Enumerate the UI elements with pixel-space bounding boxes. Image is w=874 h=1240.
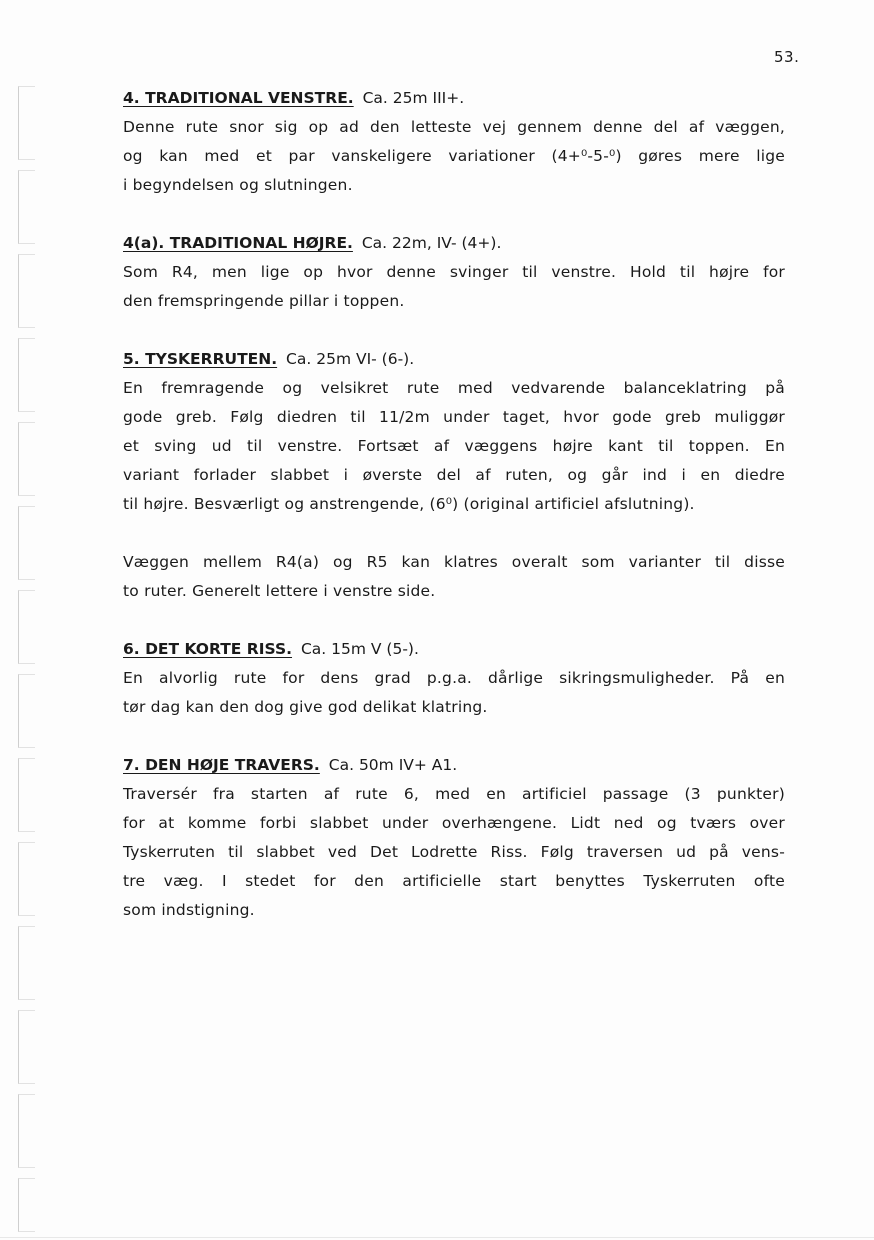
binder-mark bbox=[18, 842, 35, 916]
note-paragraph bbox=[123, 548, 785, 606]
binder-mark bbox=[18, 1178, 35, 1232]
route-title: 7. DEN HØJE TRAVERS. bbox=[123, 756, 320, 774]
route-grade: Ca. 25m III+. bbox=[362, 89, 465, 107]
page-edge bbox=[0, 1237, 874, 1238]
route-title: 6. DET KORTE RISS. bbox=[123, 640, 293, 658]
text-line: En fremragende og velsikret rute med vedvarende balanceklatring på bbox=[123, 379, 785, 397]
route-heading bbox=[123, 345, 785, 374]
binder-mark bbox=[18, 86, 35, 160]
route-title: 5. TYSKERRUTEN. bbox=[123, 350, 278, 368]
document-body bbox=[123, 84, 785, 954]
route-section bbox=[123, 229, 785, 316]
text-line: til højre. Besværligt og anstrengende, (6⁰) (original artificiel afslutning). bbox=[123, 495, 695, 513]
binder-mark bbox=[18, 758, 35, 832]
route-grade: Ca. 50m IV+ A1. bbox=[328, 756, 458, 774]
route-heading bbox=[123, 751, 785, 780]
text-line: tre væg. I stedet for den artificielle start benyttes Tyskerruten ofte bbox=[123, 872, 785, 890]
route-section bbox=[123, 635, 785, 722]
text-line: En alvorlig rute for dens grad p.g.a. dårlige sikringsmuligheder. På en bbox=[123, 669, 785, 687]
text-line: to ruter. Generelt lettere i venstre side. bbox=[123, 582, 436, 600]
text-line: Som R4, men lige op hvor denne svinger til venstre. Hold til højre for bbox=[123, 263, 785, 281]
text-line: i begyndelsen og slutningen. bbox=[123, 176, 353, 194]
binder-mark bbox=[18, 674, 35, 748]
binder-mark bbox=[18, 926, 35, 1000]
binder-mark bbox=[18, 170, 35, 244]
text-line: et sving ud til venstre. Fortsæt af væggens højre kant til toppen. En bbox=[123, 437, 785, 455]
route-grade: Ca. 15m V (5-). bbox=[300, 640, 419, 658]
route-grade: Ca. 22m, IV- (4+). bbox=[361, 234, 502, 252]
text-line: Væggen mellem R4(a) og R5 kan klatres overalt som varianter til disse bbox=[123, 553, 785, 571]
text-line: som indstigning. bbox=[123, 901, 255, 919]
route-section bbox=[123, 345, 785, 519]
route-heading bbox=[123, 229, 785, 258]
route-title: 4. TRADITIONAL VENSTRE. bbox=[123, 89, 354, 107]
page-number: 53. bbox=[774, 48, 800, 66]
binder-mark bbox=[18, 422, 35, 496]
route-section bbox=[123, 751, 785, 925]
route-heading bbox=[123, 84, 785, 113]
text-line: gode greb. Følg diedren til 11/2m under taget, hvor gode greb muliggør bbox=[123, 408, 785, 426]
binder-mark bbox=[18, 1094, 35, 1168]
text-line: Tyskerruten til slabbet ved Det Lodrette Riss. Følg traversen ud på vens- bbox=[123, 843, 785, 861]
binder-mark bbox=[18, 506, 35, 580]
binder-mark bbox=[18, 338, 35, 412]
binder-mark bbox=[18, 254, 35, 328]
binder-mark bbox=[18, 590, 35, 664]
route-grade: Ca. 25m VI- (6-). bbox=[286, 350, 415, 368]
route-heading bbox=[123, 635, 785, 664]
text-line: og kan med et par vanskeligere variationer (4+⁰-5-⁰) gøres mere lige bbox=[123, 147, 785, 165]
binder-mark bbox=[18, 1010, 35, 1084]
text-line: den fremspringende pillar i toppen. bbox=[123, 292, 405, 310]
route-title: 4(a). TRADITIONAL HØJRE. bbox=[123, 234, 353, 252]
text-line: Traversér fra starten af rute 6, med en artificiel passage (3 punkter) bbox=[123, 785, 785, 803]
text-line: tør dag kan den dog give god delikat klatring. bbox=[123, 698, 488, 716]
route-section bbox=[123, 84, 785, 200]
text-line: for at komme forbi slabbet under overhængene. Lidt ned og tværs over bbox=[123, 814, 785, 832]
text-line: variant forlader slabbet i øverste del af ruten, og går ind i en diedre bbox=[123, 466, 785, 484]
text-line: Denne rute snor sig op ad den letteste vej gennem denne del af væggen, bbox=[123, 118, 785, 136]
